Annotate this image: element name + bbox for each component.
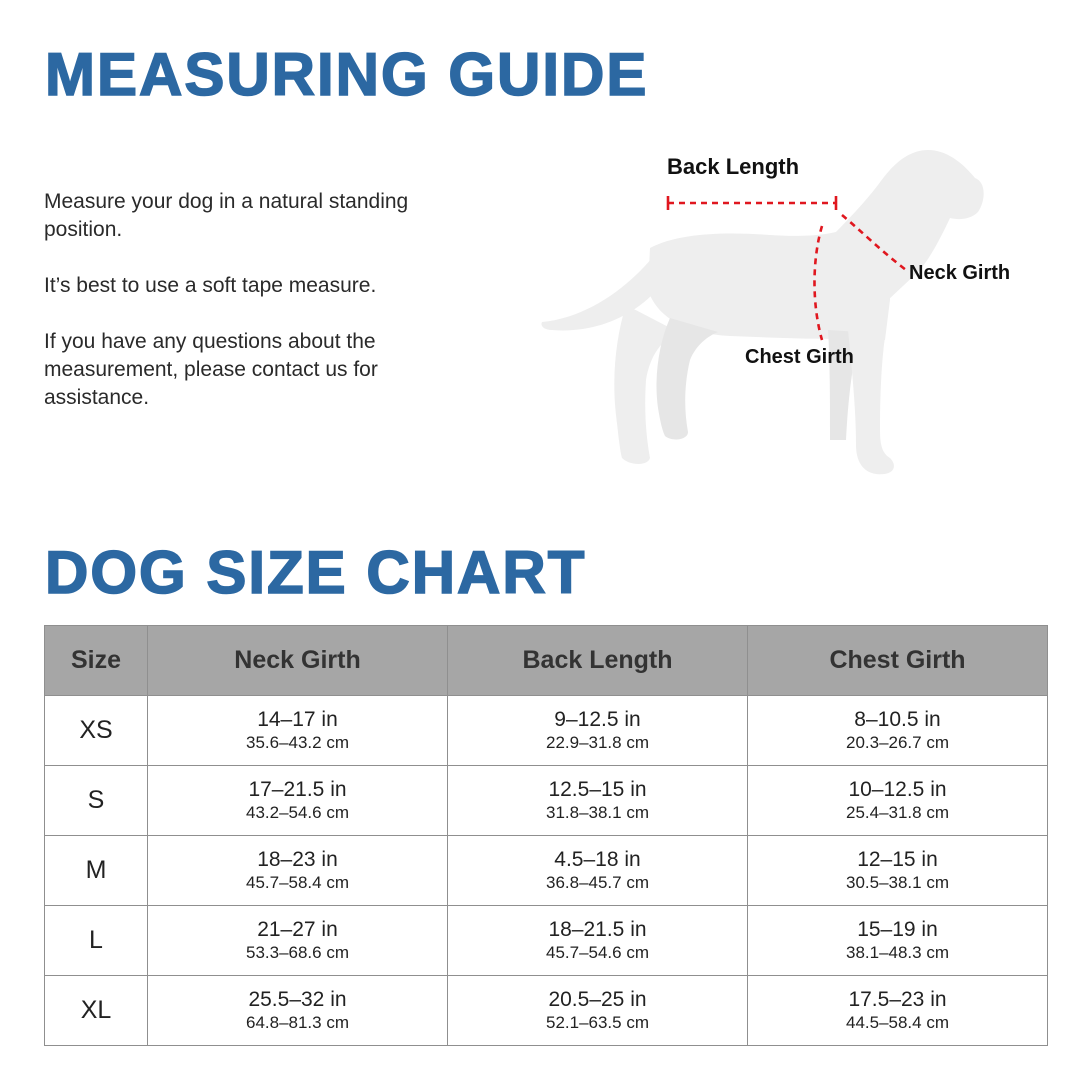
neck-girth-cell — [148, 906, 448, 976]
instruction-contact: If you have any questions about the measurement, please contact us for assistance. — [44, 330, 378, 409]
neck-girth-inches: 17–21.5 in — [248, 778, 347, 801]
neck-girth-cm: 53.3–68.6 cm — [245, 943, 349, 962]
neck-girth-cm: 64.8–81.3 cm — [245, 1013, 349, 1032]
size-cell: S — [45, 766, 148, 836]
neck-girth-inches: 21–27 in — [257, 918, 338, 941]
chest-girth-cell — [748, 906, 1048, 976]
chest-girth-label: Chest Girth — [745, 346, 854, 368]
size-cell: XL — [45, 976, 148, 1046]
back-length-cell — [448, 906, 748, 976]
back-length-cell — [448, 766, 748, 836]
header-chest-girth: Chest Girth — [748, 626, 1048, 696]
size-cell: XS — [45, 696, 148, 766]
neck-girth-inches: 18–23 in — [257, 848, 338, 871]
neck-girth-cell — [148, 836, 448, 906]
table-row — [45, 836, 1048, 906]
dog-measurement-illustration — [530, 140, 1050, 490]
back-length-inches: 4.5–18 in — [554, 848, 641, 871]
header-neck-girth: Neck Girth — [148, 626, 448, 696]
chest-girth-inches: 10–12.5 in — [848, 778, 947, 801]
dog-silhouette-icon — [530, 140, 1050, 490]
header-size: Size — [45, 626, 148, 696]
chest-girth-inches: 15–19 in — [857, 918, 938, 941]
table-row — [45, 766, 1048, 836]
neck-girth-inches: 25.5–32 in — [248, 988, 347, 1011]
header-back-length: Back Length — [448, 626, 748, 696]
table-header-row — [45, 626, 1048, 696]
chest-girth-inches: 12–15 in — [857, 848, 938, 871]
size-cell: L — [45, 906, 148, 976]
size-chart-table — [44, 625, 1048, 1046]
table-row — [45, 976, 1048, 1046]
back-length-cm: 36.8–45.7 cm — [545, 873, 649, 892]
chest-girth-cell — [748, 696, 1048, 766]
back-length-cm: 52.1–63.5 cm — [545, 1013, 649, 1032]
neck-girth-cm: 43.2–54.6 cm — [245, 803, 349, 822]
chest-girth-cm: 44.5–58.4 cm — [845, 1013, 949, 1032]
chest-girth-cm: 38.1–48.3 cm — [845, 943, 949, 962]
neck-girth-cm: 45.7–58.4 cm — [245, 873, 349, 892]
neck-girth-inches: 14–17 in — [257, 708, 338, 731]
dog-size-chart-title: DOG SIZE CHART — [45, 539, 587, 606]
chest-girth-cm: 20.3–26.7 cm — [845, 733, 949, 752]
instruction-standing: Measure your dog in a natural standing position. — [44, 190, 409, 241]
neck-girth-cell — [148, 976, 448, 1046]
back-length-label: Back Length — [667, 154, 800, 179]
back-length-cm: 45.7–54.6 cm — [545, 943, 649, 962]
measuring-guide-title: MEASURING GUIDE — [45, 41, 649, 108]
back-length-inches: 20.5–25 in — [548, 988, 647, 1011]
measuring-instructions — [44, 188, 474, 440]
size-cell: M — [45, 836, 148, 906]
chest-girth-inches: 17.5–23 in — [848, 988, 947, 1011]
chest-girth-cell — [748, 976, 1048, 1046]
table-row — [45, 696, 1048, 766]
neck-girth-cm: 35.6–43.2 cm — [245, 733, 349, 752]
chest-girth-inches: 8–10.5 in — [854, 708, 941, 731]
table-row — [45, 906, 1048, 976]
neck-girth-cell — [148, 766, 448, 836]
chest-girth-cm: 30.5–38.1 cm — [845, 873, 949, 892]
back-length-cm: 22.9–31.8 cm — [545, 733, 649, 752]
back-length-cell — [448, 696, 748, 766]
chest-girth-cell — [748, 836, 1048, 906]
back-length-cell — [448, 836, 748, 906]
chest-girth-cm: 25.4–31.8 cm — [845, 803, 949, 822]
back-length-inches: 18–21.5 in — [548, 918, 647, 941]
back-length-inches: 9–12.5 in — [554, 708, 641, 731]
back-length-inches: 12.5–15 in — [548, 778, 647, 801]
neck-girth-label: Neck Girth — [909, 262, 1011, 284]
back-length-cm: 31.8–38.1 cm — [545, 803, 649, 822]
chest-girth-cell — [748, 766, 1048, 836]
back-length-cell — [448, 976, 748, 1046]
instruction-tape: It’s best to use a soft tape measure. — [44, 274, 377, 297]
neck-girth-cell — [148, 696, 448, 766]
